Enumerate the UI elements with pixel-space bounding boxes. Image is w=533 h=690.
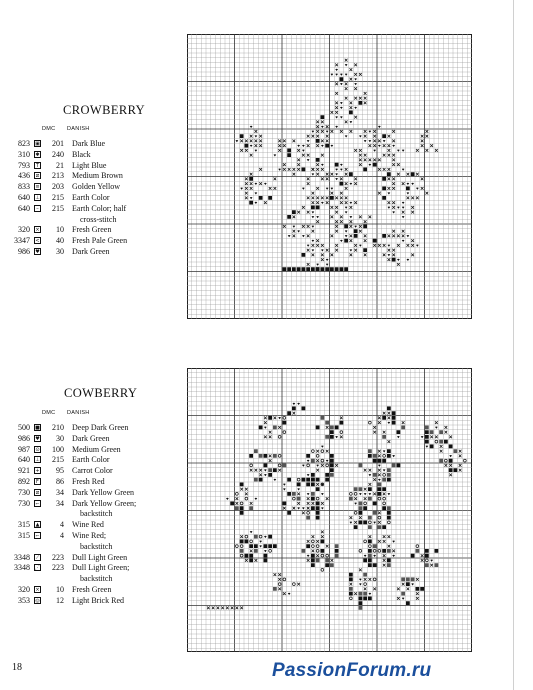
legend-color-name: Fresh Pale Green: [72, 236, 128, 246]
crowberry-chart-grid: [187, 34, 472, 319]
legend-color-name: Golden Yellow: [72, 182, 121, 192]
legend-dmc: 986: [18, 247, 30, 256]
legend-symbol-icon: ◎: [35, 597, 40, 604]
legend-danish: 12: [56, 595, 64, 605]
cowberry-title: COWBERRY: [64, 386, 138, 400]
legend-dmc: 310: [18, 149, 30, 159]
legend-danish: 215: [52, 455, 64, 465]
legend-dmc: 986: [18, 433, 30, 443]
crowberry-title: CROWBERRY: [63, 103, 146, 117]
legend-dmc: 987: [18, 444, 30, 454]
legend-color-name: Wine Red: [72, 520, 104, 530]
cowberry-col-danish: DANISH: [67, 410, 90, 416]
legend-color-name: Deep Dark Green: [72, 423, 129, 432]
legend-danish: 34: [56, 487, 64, 497]
legend-color-name: Light Blue: [72, 160, 107, 170]
legend-dmc: 320: [18, 225, 30, 235]
legend-symbol-icon: T: [35, 162, 40, 169]
legend-danish: 86: [56, 477, 64, 486]
legend-color-name: Carrot Color: [72, 466, 113, 476]
legend-symbol-icon: ♥: [35, 435, 40, 442]
legend-symbol-icon: F: [34, 478, 41, 485]
legend-symbol-icon: ⋰: [35, 565, 40, 572]
legend-danish: 213: [52, 171, 64, 181]
page-number: 18: [12, 662, 22, 673]
watermark-logo: PassionForum.ru: [272, 660, 432, 681]
legend-danish: 215: [52, 203, 64, 213]
legend-danish: 30: [56, 247, 64, 256]
legend-danish: 215: [52, 193, 64, 202]
legend-danish: 210: [52, 423, 64, 432]
legend-symbol-icon: ⌐: [35, 533, 40, 539]
legend-dmc: 730: [18, 498, 30, 508]
legend-symbol-icon: ⊙: [35, 446, 40, 453]
legend-color-name: Medium Green: [72, 444, 121, 454]
legend-danish: 240: [52, 149, 64, 159]
legend-color-name: Black: [72, 149, 91, 159]
legend-danish: 10: [56, 225, 64, 235]
legend-dmc: 315: [18, 520, 30, 530]
legend-danish: 95: [56, 466, 64, 476]
legend-symbol-icon: ■: [35, 425, 40, 431]
legend-color-name: Medium Brown: [72, 171, 123, 181]
legend-symbol-icon: ×: [35, 227, 40, 234]
legend-color-name: Dark Green: [72, 247, 110, 256]
legend-danish: 40: [56, 236, 64, 246]
crowberry-col-dmc: DMC: [42, 126, 56, 132]
legend-danish: 201: [52, 139, 64, 148]
legend-dmc: 320: [18, 585, 30, 594]
legend-symbol-icon: –: [34, 205, 41, 212]
legend-danish: 21: [56, 160, 64, 170]
legend-danish: 223: [52, 552, 64, 562]
legend-dmc: 793: [18, 160, 30, 170]
legend-color-name: Dark Yellow Green;: [72, 498, 137, 508]
legend-symbol-icon: ⧄: [35, 489, 40, 496]
legend-symbol-icon: ⟋: [35, 554, 40, 561]
legend-dmc: 921: [18, 466, 30, 476]
legend-color-name: Fresh Green: [72, 225, 112, 235]
legend-dmc: 892: [18, 477, 30, 486]
legend-dmc: 315: [18, 531, 30, 540]
cowberry-chart-grid: [187, 368, 472, 652]
legend-dmc: 3347: [14, 236, 30, 246]
page-edge: [513, 0, 514, 690]
legend-danish: 223: [52, 563, 64, 573]
legend-color-name: Fresh Red: [72, 477, 105, 486]
legend-color-name: cross-stitch: [80, 214, 117, 224]
legend-danish: 10: [56, 585, 64, 594]
legend-color-name: Earth Color; half: [72, 203, 127, 213]
legend-dmc: 500: [18, 423, 30, 432]
legend-color-name: Fresh Green: [72, 585, 112, 594]
legend-color-name: Earth Color: [72, 193, 110, 202]
legend-color-name: Light Brick Red: [72, 595, 124, 605]
legend-danish: 30: [56, 433, 64, 443]
legend-color-name: backstitch: [80, 574, 113, 584]
legend-symbol-icon: ⧄: [35, 173, 40, 180]
legend-symbol-icon: <: [35, 238, 40, 245]
legend-danish: 100: [52, 444, 64, 454]
cowberry-col-dmc: DMC: [42, 410, 56, 416]
legend-danish: 203: [52, 182, 64, 192]
legend-symbol-icon: ✱: [35, 151, 40, 158]
legend-dmc: 3348: [14, 563, 30, 573]
legend-symbol-icon: ▲: [35, 522, 40, 529]
legend-dmc: 353: [18, 595, 30, 605]
legend-dmc: 3348: [14, 552, 30, 562]
legend-dmc: 823: [18, 139, 30, 148]
legend-symbol-icon: ⌐: [35, 500, 40, 507]
legend-symbol-icon: ≡: [35, 184, 40, 191]
legend-symbol-icon: +: [35, 468, 40, 475]
legend-color-name: backstitch: [80, 541, 113, 551]
legend-danish: 34: [56, 498, 64, 508]
legend-danish: 4: [60, 520, 64, 530]
legend-color-name: Dull Light Green: [72, 552, 128, 562]
legend-color-name: Dark Green: [72, 433, 110, 443]
legend-color-name: Earth Color: [72, 455, 110, 465]
legend-symbol-icon: ⊥: [35, 457, 40, 464]
legend-dmc: 730: [18, 487, 30, 497]
crowberry-col-danish: DANISH: [67, 126, 90, 132]
legend-dmc: 833: [18, 182, 30, 192]
legend-danish: 4: [60, 531, 64, 540]
legend-color-name: Dark Blue: [72, 139, 106, 148]
legend-color-name: backstitch: [80, 509, 113, 519]
legend-color-name: Dark Yellow Green: [72, 487, 134, 497]
legend-symbol-icon: ♥: [35, 249, 40, 255]
legend-dmc: 640: [18, 193, 30, 202]
legend-symbol-icon: ▣: [35, 141, 40, 147]
legend-dmc: 640: [18, 203, 30, 213]
legend-dmc: 436: [18, 171, 30, 181]
legend-symbol-icon: ×: [35, 587, 40, 593]
legend-dmc: 640: [18, 455, 30, 465]
legend-color-name: Dull Light Green;: [72, 563, 130, 573]
legend-symbol-icon: ⊥: [35, 195, 40, 201]
legend-color-name: Wine Red;: [72, 531, 107, 540]
